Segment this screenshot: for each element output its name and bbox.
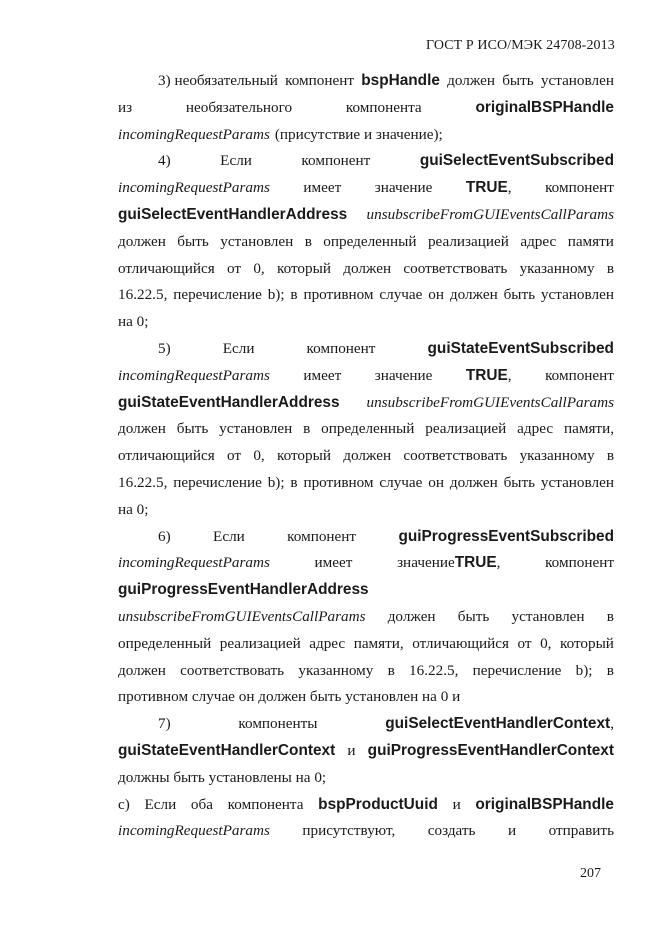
text-word: должен [118,420,166,438]
text-word: в [387,661,395,679]
text-line [118,470,614,497]
text-line [118,631,614,658]
text-line [118,604,614,631]
text-word: должен [118,661,166,679]
text-line [118,229,614,256]
text-word: памяти, [563,420,614,438]
text-word: 16.22.5, [409,661,459,679]
text-word: создать [427,822,476,840]
text-word: 0, [540,634,552,652]
text-word: который [559,634,614,652]
text-line [118,792,614,819]
text-line [118,256,614,283]
text-line [118,577,614,604]
identifier-bold: bspHandle [361,72,440,89]
text-line [118,95,614,122]
text-line [118,68,614,95]
text-word: в [304,232,312,250]
text-word: Если [213,527,245,545]
text-line [118,658,614,685]
text-word: противном случае он должен быть установлен на 0 и [118,688,461,706]
text-word: 5) [158,339,171,357]
text-word: адрес [517,420,554,438]
text-word: указанному [298,661,374,679]
text-word: установлен [540,72,614,89]
text-word: перечисление [173,473,262,491]
text-line [118,550,614,577]
text-word: имеет [303,179,342,197]
text-word: оба [190,795,213,813]
text-word: компонента [227,795,304,813]
identifier-bold: TRUE, [465,179,512,197]
text-word: который [276,447,331,465]
text-word: памяти [567,232,614,250]
identifier-bold: TRUE, [465,366,512,384]
text-word: противном [303,473,374,491]
text-line [118,684,614,711]
text-word: в [606,661,614,679]
identifier-bold: guiSelectEventHandlerAddress [118,205,348,223]
text-word: должен [118,232,166,250]
text-word: в [606,607,614,625]
text-word: соответствовать [180,661,285,679]
identifier-bold: guiProgressEventHandlerContext [367,741,614,759]
text-word: компонент [545,179,614,197]
text-word: 4) [158,152,171,170]
identifier-bold: bspProductUuid [318,795,438,813]
text-word: компонент [306,339,376,357]
text-line [118,818,614,845]
text-word: быть [503,473,536,491]
text-line [118,148,614,175]
text-word: должен [343,259,392,277]
text-word: быть [177,232,209,250]
text-word: компонент [287,527,357,545]
text-word: имеет [314,554,353,572]
text-word: он [428,286,444,304]
text-word: от [227,447,242,465]
text-word: 3) необязательный [158,72,278,89]
identifier-bold: guiStateEventSubscribed [427,339,614,357]
text-word: Если [144,795,177,813]
identifier-italic: unsubscribeFromGUIEventsCallParams [118,607,366,625]
text-word: на 0; [118,500,149,518]
text-word: 6) [158,527,171,545]
text-word: установлен [220,232,294,250]
text-line [118,390,614,417]
text-word: от [517,634,532,652]
text-word: реализацией [425,420,507,438]
text-word: отличающийся [118,447,215,465]
text-line [118,497,614,524]
text-word: компонент [545,554,614,572]
text-line [118,524,614,551]
text-word: отличающийся [412,634,509,652]
text-word: 7) [158,715,171,733]
text-line [118,336,614,363]
identifier-bold: guiProgressEventSubscribed [398,527,614,545]
text-word: b); [575,661,593,679]
text-word: должен [449,286,498,304]
document-header-standard: ГОСТ Р ИСО/МЭК 24708-2013 [426,38,615,53]
text-word: 0, [253,259,265,277]
text-word: перечисление [173,286,262,304]
text-word: значениеTRUE, [397,554,501,572]
text-word: и [347,741,356,759]
text-word: значение [374,179,433,197]
text-word: компонент [285,72,355,89]
text-line [118,363,614,390]
text-word: присутствуют, [302,822,396,840]
text-word: установлен [540,473,614,491]
text-word: имеет [303,366,342,384]
identifier-italic: incomingRequestParams [118,125,270,143]
text-word: (присутствие и значение); [274,125,443,143]
text-word: он [428,473,444,491]
identifier-bold: originalBSPHandle [475,795,614,813]
text-word: в [606,259,614,277]
identifier-italic: incomingRequestParams [118,179,270,197]
text-word: указанному [519,447,595,465]
text-word: Если [220,152,252,170]
text-line [118,738,614,765]
text-word: в [290,473,298,491]
text-word: Если [222,339,255,357]
identifier-bold: TRUE [454,554,497,572]
text-word: компонент [545,366,614,384]
text-word: должен [343,447,392,465]
text-line [118,122,614,149]
text-word: адрес [309,634,346,652]
text-word: определенный [321,420,415,438]
text-word: отправить [548,822,614,840]
text-word: 0, [253,447,265,465]
page-number: 207 [580,866,601,881]
text-word: установлен [511,607,585,625]
text-word: в [303,420,311,438]
text-word: из [118,98,133,116]
identifier-italic: incomingRequestParams [118,822,270,840]
text-word: компонент [301,152,371,170]
identifier-italic: incomingRequestParams [118,366,270,384]
text-line [118,765,614,792]
text-word: компонента [345,98,422,116]
identifier-bold: originalBSPHandle [475,98,614,116]
text-word: должны быть установлены на 0; [118,768,327,786]
text-word: должен [449,473,498,491]
text-word: в [290,286,298,304]
text-line [118,175,614,202]
text-word: от [227,259,242,277]
identifier-bold: guiProgressEventHandlerAddress [118,581,369,599]
text-word: и [507,822,517,840]
text-word: должен [387,607,436,625]
text-word: значение [374,366,433,384]
identifier-bold: guiSelectEventSubscribed [419,152,614,170]
text-line [118,416,614,443]
text-word: быть [503,286,536,304]
text-word: определенный [118,634,212,652]
text-word: b); [267,286,285,304]
text-word: должен [447,72,495,89]
text-word: компоненты [238,715,318,733]
text-line [118,282,614,309]
text-word: памяти, [353,634,404,652]
text-line [118,443,614,470]
identifier-bold: guiStateEventHandlerAddress [118,393,340,411]
text-word: быть [457,607,490,625]
text-word: реализацией [427,232,509,250]
text-word: соответствовать [403,447,508,465]
text-word: на 0; [118,313,149,331]
identifier-italic: unsubscribeFromGUIEventsCallParams [366,393,614,411]
text-word: который [276,259,331,277]
text-word: необязательного [185,98,293,116]
identifier-italic: incomingRequestParams [118,554,270,572]
text-word: адрес [520,232,557,250]
text-word: быть [176,420,209,438]
text-word: c) [118,795,130,813]
document-body [118,68,614,845]
text-word: 16.22.5, [118,286,168,304]
text-word: быть [502,72,534,89]
text-word: соответствовать [403,259,508,277]
identifier-bold: guiSelectEventHandlerContext, [385,715,614,733]
text-word: перечисление [472,661,562,679]
text-word: определенный [323,232,417,250]
text-word: 16.22.5, [118,473,168,491]
identifier-italic: unsubscribeFromGUIEventsCallParams [366,205,614,223]
text-word: b); [267,473,285,491]
text-word: в [606,447,614,465]
text-word: и [452,795,461,813]
text-word: противном [303,286,374,304]
text-line [118,202,614,229]
text-word: установлен [219,420,293,438]
text-word: установлен [540,286,614,304]
identifier-bold: guiStateEventHandlerContext [118,741,336,759]
text-word: отличающийся [118,259,215,277]
text-word: реализацией [219,634,301,652]
text-line [118,711,614,738]
text-word: случае [379,286,423,304]
text-word: указанному [519,259,595,277]
text-line [118,309,614,336]
text-word: случае [379,473,423,491]
